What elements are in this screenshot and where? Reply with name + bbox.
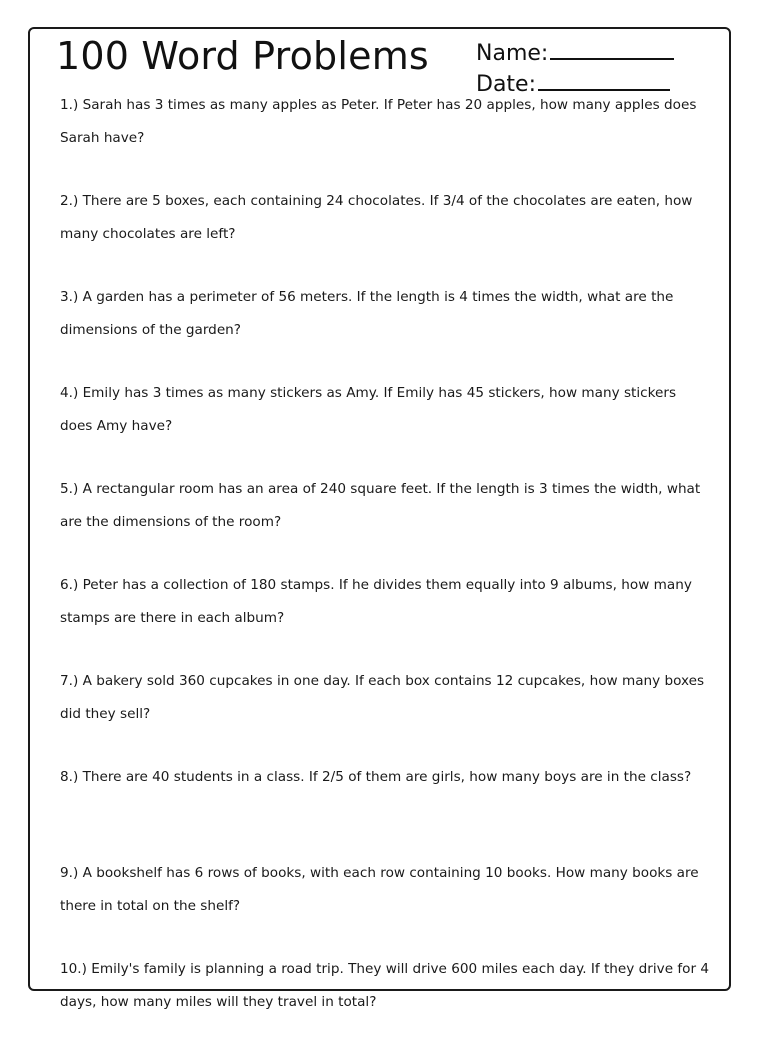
problem-item-6: 6.) Peter has a collection of 180 stamps. If he divides them equally into 9 albums, how many stamps are there in each album? <box>60 577 692 626</box>
problem-item-4: 4.) Emily has 3 times as many stickers as Amy. If Emily has 45 stickers, how many stickers does Amy have? <box>60 385 677 434</box>
problem-list <box>60 89 710 1049</box>
name-label: Name: <box>476 41 549 66</box>
problem-item-3: 3.) A garden has a perimeter of 56 meters. If the length is 4 times the width, what are the dimensions of the garden? <box>60 289 674 338</box>
problem-item-10: 10.) Emily's family is planning a road trip. They will drive 600 miles each day. If they drive for 4 days, how many miles will they travel in total? <box>60 961 710 1010</box>
problem-item-9: 9.) A bookshelf has 6 rows of books, with each row containing 10 books. How many books are there in total on the shelf? <box>60 865 699 914</box>
problem-item-1: 1.) Sarah has 3 times as many apples as Peter. If Peter has 20 apples, how many apples does Sarah have? <box>60 97 697 146</box>
name-field <box>476 40 674 65</box>
name-blank-line[interactable] <box>550 40 674 60</box>
problem-item-2: 2.) There are 5 boxes, each containing 24 chocolates. If 3/4 of the chocolates are eaten, how many chocolates are left? <box>60 193 693 242</box>
worksheet-title: 100 Word Problems <box>56 34 429 78</box>
problem-item-5: 5.) A rectangular room has an area of 240 square feet. If the length is 3 times the width, what are the dimensions of the room? <box>60 481 701 530</box>
problem-item-8: 8.) There are 40 students in a class. If 2/5 of them are girls, how many boys are in the class? <box>60 769 692 785</box>
date-blank-line[interactable] <box>538 71 670 91</box>
date-label: Date: <box>476 72 536 97</box>
problem-item-7: 7.) A bakery sold 360 cupcakes in one day. If each box contains 12 cupcakes, how many boxes did they sell? <box>60 673 705 722</box>
